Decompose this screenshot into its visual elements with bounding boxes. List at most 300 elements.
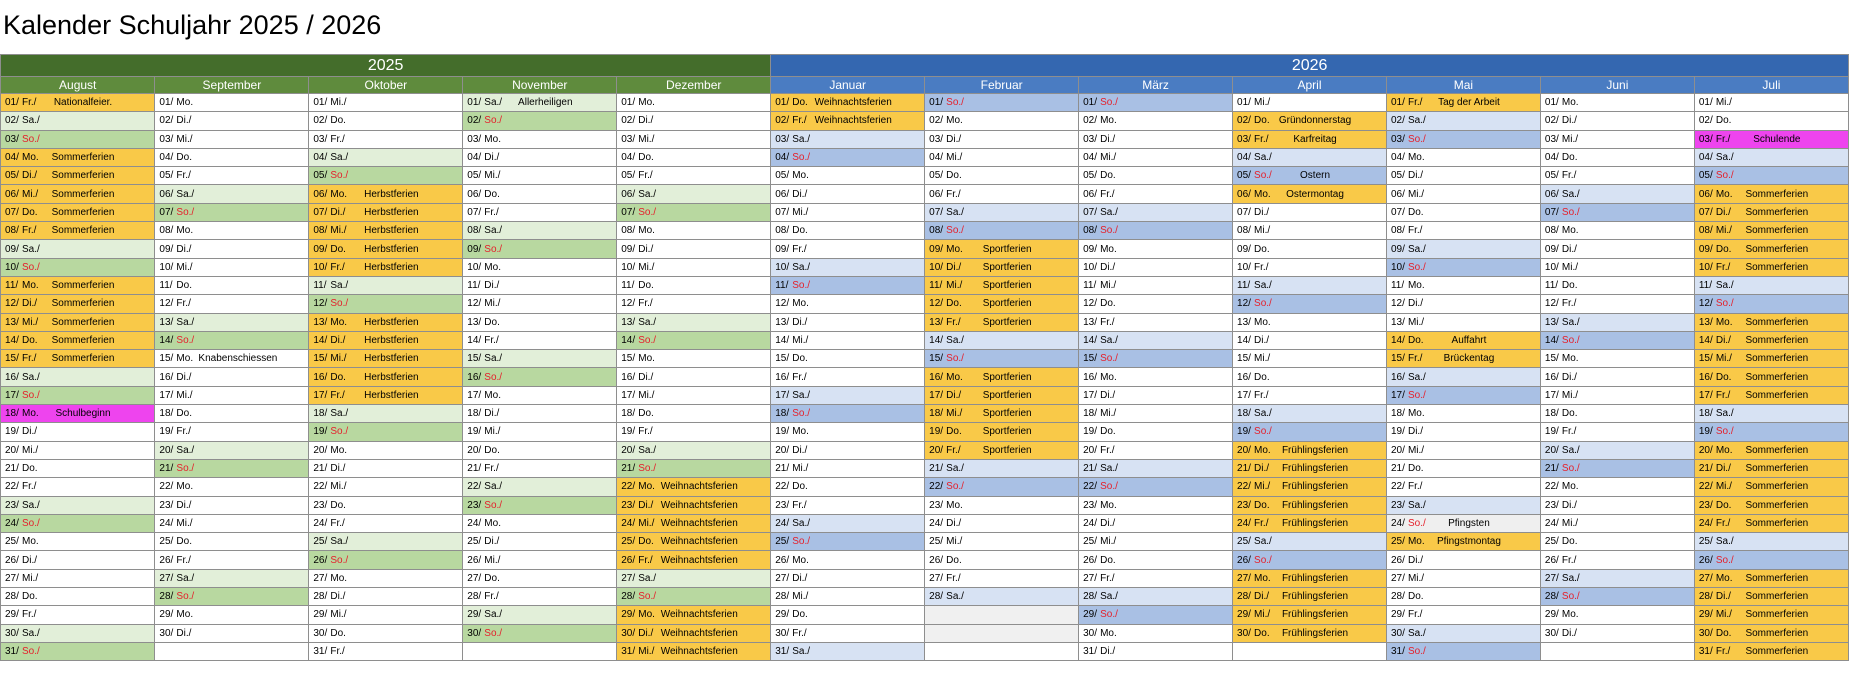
day-cell [1233,276,1387,294]
weekday-label: Mi./ [330,353,347,365]
day-cell [925,94,1079,112]
holiday-label: Sommerferien [51,280,115,292]
day-number: 13/ [1698,316,1713,328]
day-number: 11/ [159,280,173,292]
weekday-label: Mo. [1407,408,1425,420]
weekday-label: So./ [1715,426,1734,438]
day-number: 01/ [1083,97,1097,109]
day-cell [1694,514,1848,532]
day-cell [925,496,1079,514]
weekday-label: Mo. [1254,572,1271,584]
day-cell [771,295,925,313]
weekday-label: Mi./ [1715,353,1732,365]
day-number: 17/ [5,389,19,401]
month-header: Mai [1386,77,1540,94]
day-number: 10/ [1083,261,1097,273]
day-number: 12/ [775,298,790,310]
day-cell [463,94,617,112]
weekday-label: Fr./ [176,298,191,310]
weekday-label: Sa./ [330,280,349,292]
day-cell [617,386,771,404]
weekday-label: Sa./ [176,188,195,200]
day-cell [309,551,463,569]
day-number: 01/ [1544,97,1559,109]
weekday-label: Mi./ [484,426,501,438]
day-number: 24/ [1237,517,1251,529]
weekday-label: Fr./ [22,609,37,621]
day-number: 13/ [5,316,19,328]
day-number: 08/ [1390,225,1405,237]
day-cell [1540,185,1694,203]
day-cell [1233,606,1387,624]
day-number: 16/ [313,371,328,383]
day-cell [1233,368,1387,386]
day-number: 25/ [1237,536,1251,548]
day-cell [1540,405,1694,423]
weekday-label: Fr./ [792,371,807,383]
day-cell [1540,624,1694,642]
day-cell [463,588,617,606]
day-number: 23/ [1698,499,1713,511]
weekday-label: Mo. [484,133,501,145]
weekday-label: Di./ [638,371,654,383]
day-row [1,386,1849,404]
weekday-label: Do. [176,408,192,420]
day-cell [1694,478,1848,496]
day-cell [1694,496,1848,514]
weekday-label: So./ [330,426,349,438]
holiday-label: Sportferien [982,408,1032,420]
weekday-label: So./ [22,261,40,273]
weekday-label: Sa./ [1100,335,1118,346]
holiday-label: Weihnachtsferien [814,97,892,109]
weekday-label: Do. [22,206,38,218]
weekday-label: Mi./ [1254,353,1271,365]
day-number: 24/ [775,517,790,529]
weekday-label: Do. [330,499,346,511]
day-number: 04/ [313,152,328,164]
day-number: 29/ [1083,609,1097,621]
weekday-label: Do. [484,444,500,456]
day-row [1,295,1849,313]
holiday-label: Sommerferien [1745,591,1809,603]
day-number: 21/ [929,463,944,475]
weekday-label: Do. [330,243,346,255]
day-number: 11/ [621,280,635,292]
day-cell [155,606,309,624]
holiday-label: Ostern [1300,170,1331,182]
day-row [1,551,1849,569]
day-cell [1,313,155,331]
holiday-label: Sommerferien [51,298,115,310]
day-cell [1233,386,1387,404]
weekday-label: Di./ [638,243,654,255]
weekday-label: Fr./ [792,115,807,127]
day-number: 20/ [1544,444,1559,456]
day-number: 27/ [467,572,482,584]
day-cell [1694,588,1848,606]
day-number: 26/ [5,554,19,566]
weekday-label: So./ [176,463,195,475]
holiday-label: Herbstferien [364,335,419,346]
day-cell [309,478,463,496]
day-cell [617,222,771,240]
day-cell [925,441,1079,459]
holiday-label: Brückentag [1443,353,1495,365]
weekday-label: Mi./ [792,206,809,218]
weekday-label: Fr./ [1715,517,1731,529]
day-cell [1233,551,1387,569]
day-number: 02/ [775,115,790,127]
weekday-label: Fr./ [484,206,499,218]
weekday-label: So./ [792,536,811,548]
day-cell [1386,167,1540,185]
holiday-label: Nationalfeier. [53,97,113,109]
day-cell [1079,203,1233,221]
day-cell [463,624,617,642]
day-cell [1540,167,1694,185]
day-number: 11/ [775,280,789,292]
weekday-label: Do. [1407,463,1424,475]
weekday-label: So./ [484,499,503,511]
weekday-label: Mo. [1100,243,1117,255]
day-cell [309,203,463,221]
day-number: 13/ [621,316,636,328]
weekday-label: Mi./ [792,463,809,475]
day-cell [925,368,1079,386]
page-title: Kalender Schuljahr 2025 / 2026 [3,10,382,40]
day-number: 17/ [1544,389,1559,401]
holiday-label: Weihnachtsferien [660,517,738,529]
weekday-label: Sa./ [22,243,40,255]
day-number: 09/ [775,243,790,255]
day-cell [1386,386,1540,404]
day-cell [463,551,617,569]
day-cell [617,405,771,423]
day-cell [925,148,1079,166]
day-number: 31/ [775,646,790,658]
weekday-label: Mo. [1100,627,1117,639]
day-number: 10/ [5,261,19,273]
day-number: 14/ [313,335,328,346]
day-cell [463,258,617,276]
empty-day-cell [155,642,309,660]
weekday-label: Sa./ [792,646,811,658]
day-cell [1540,240,1694,258]
weekday-label: Mi./ [1100,280,1117,292]
weekday-label: Mi./ [1407,316,1425,328]
day-cell [771,386,925,404]
day-cell [1694,423,1848,441]
weekday-label: Mo. [22,152,39,164]
day-number: 29/ [159,609,174,621]
day-number: 30/ [775,627,790,639]
day-number: 27/ [929,572,944,584]
day-number: 15/ [929,353,944,365]
day-row [1,533,1849,551]
day-cell [1694,222,1848,240]
day-number: 02/ [467,115,482,127]
day-cell [309,148,463,166]
holiday-label: Herbstferien [364,188,419,200]
day-cell [463,350,617,368]
weekday-label: Mi./ [1715,97,1732,109]
day-cell [1079,514,1233,532]
weekday-label: Fr./ [1561,554,1577,566]
weekday-label: Mo. [1715,316,1733,328]
weekday-label: Mo. [1715,444,1733,456]
month-header: April [1233,77,1387,94]
day-row [1,496,1849,514]
holiday-label: Herbstferien [364,261,419,273]
day-number: 11/ [1237,280,1251,292]
day-cell [1386,331,1540,349]
day-cell [1233,588,1387,606]
day-number: 09/ [1237,243,1251,255]
day-cell [1694,368,1848,386]
day-cell [925,130,1079,148]
day-row [1,569,1849,587]
weekday-label: Mo. [330,572,348,584]
day-number: 12/ [1390,298,1405,310]
weekday-label: So./ [1100,353,1118,365]
day-number: 12/ [621,298,636,310]
day-row [1,350,1849,368]
day-cell [925,112,1079,130]
day-number: 27/ [313,572,328,584]
weekday-label: Sa./ [1100,463,1118,475]
day-cell [1,514,155,532]
day-number: 21/ [5,463,19,475]
day-number: 30/ [5,627,19,639]
weekday-label: Sa./ [22,499,40,511]
day-cell [1386,295,1540,313]
day-cell [1233,405,1387,423]
day-row [1,258,1849,276]
weekday-label: Fr./ [22,353,37,365]
holiday-label: Herbstferien [364,243,419,255]
day-cell [1079,295,1233,313]
weekday-label: Mo. [1254,188,1271,200]
day-number: 25/ [1083,536,1097,548]
weekday-label: Di./ [792,444,808,456]
weekday-label: Mo. [176,481,194,493]
weekday-label: So./ [1407,646,1426,658]
day-number: 03/ [1698,133,1713,145]
day-number: 21/ [159,463,174,475]
day-number: 05/ [5,170,19,182]
day-number: 03/ [775,133,790,145]
day-cell [771,240,925,258]
day-cell [771,167,925,185]
day-cell [1,148,155,166]
day-number: 20/ [1237,444,1251,456]
weekday-label: So./ [22,389,40,401]
weekday-label: Di./ [1561,499,1577,511]
weekday-label: Di./ [176,115,192,127]
day-number: 18/ [775,408,790,420]
weekday-label: So./ [1561,463,1580,475]
day-cell [1694,112,1848,130]
weekday-label: Mo. [330,444,348,456]
weekday-label: Mo. [946,243,963,255]
day-cell [1233,295,1387,313]
weekday-label: Di./ [1407,170,1423,182]
weekday-label: So./ [330,554,349,566]
day-number: 22/ [1237,481,1251,493]
day-cell [1694,240,1848,258]
day-cell [1233,258,1387,276]
day-cell [1079,258,1233,276]
day-cell [1233,167,1387,185]
day-cell [1386,240,1540,258]
day-number: 07/ [1390,206,1405,218]
day-cell [463,368,617,386]
day-number: 22/ [1390,481,1405,493]
weekday-label: Do. [22,335,38,346]
day-number: 05/ [1544,170,1559,182]
weekday-label: Mo. [1561,609,1579,621]
day-cell [1386,94,1540,112]
holiday-label: Sportferien [982,280,1032,292]
day-cell [617,185,771,203]
day-cell [1,185,155,203]
day-number: 05/ [775,170,790,182]
day-cell [617,588,771,606]
day-row [1,624,1849,642]
day-cell [1386,130,1540,148]
day-cell [925,185,1079,203]
day-number: 25/ [1544,536,1559,548]
holiday-label: Sommerferien [1745,517,1809,529]
day-cell [155,240,309,258]
holiday-label: Ostermontag [1286,188,1344,200]
day-cell [309,588,463,606]
day-number: 21/ [775,463,790,475]
day-number: 28/ [467,591,482,603]
weekday-label: Mi./ [1100,408,1117,420]
weekday-label: Mi./ [22,444,39,456]
day-number: 17/ [1237,389,1251,401]
day-number: 03/ [1083,133,1097,145]
weekday-label: Di./ [946,133,962,145]
day-number: 30/ [1544,627,1559,639]
day-number: 24/ [1390,517,1405,529]
day-number: 30/ [621,627,636,639]
day-cell [925,331,1079,349]
day-number: 18/ [1083,408,1097,420]
holiday-label: Weihnachtsferien [660,646,738,658]
weekday-label: Di./ [946,389,962,401]
day-cell [1233,350,1387,368]
weekday-label: Sa./ [1407,627,1426,639]
day-row [1,405,1849,423]
day-number: 15/ [5,353,19,365]
weekday-label: Sa./ [1407,243,1426,255]
day-number: 01/ [5,97,19,109]
day-number: 10/ [159,261,174,273]
weekday-label: Mo. [1561,353,1579,365]
day-cell [1386,423,1540,441]
day-cell [1,258,155,276]
weekday-label: Mo. [330,188,348,200]
day-cell [617,624,771,642]
day-cell [1540,258,1694,276]
day-number: 16/ [1390,371,1405,383]
day-cell [925,240,1079,258]
day-cell [617,240,771,258]
weekday-label: So./ [946,353,964,365]
weekday-label: Mi./ [22,188,39,200]
day-cell [155,478,309,496]
day-number: 14/ [621,335,636,346]
day-cell [925,350,1079,368]
day-cell [155,258,309,276]
day-cell [155,533,309,551]
day-number: 31/ [313,646,328,658]
day-number: 08/ [313,225,328,237]
day-cell [1079,642,1233,660]
day-cell [1079,148,1233,166]
holiday-label: Allerheiligen [518,97,573,109]
weekday-label: Sa./ [484,481,503,493]
day-cell [1,331,155,349]
weekday-label: Mi./ [1561,133,1579,145]
weekday-label: Fr./ [1407,97,1423,109]
day-row [1,423,1849,441]
weekday-label: Sa./ [1561,572,1580,584]
day-cell [925,295,1079,313]
day-cell [1694,148,1848,166]
day-cell [155,185,309,203]
day-row [1,588,1849,606]
weekday-label: Mi./ [638,517,655,529]
day-number: 08/ [1237,225,1251,237]
weekday-label: Mo. [1407,536,1425,548]
day-cell [1694,350,1848,368]
day-cell [1540,203,1694,221]
weekday-label: So./ [946,481,964,493]
day-cell [309,350,463,368]
day-cell [1694,185,1848,203]
holiday-label: Herbstferien [364,371,419,383]
holiday-label: Sommerferien [51,316,115,328]
weekday-label: Do. [484,188,500,200]
day-number: 16/ [621,371,636,383]
day-cell [617,203,771,221]
day-cell [155,222,309,240]
weekday-label: Sa./ [1407,371,1426,383]
day-cell [1233,240,1387,258]
day-number: 13/ [1390,316,1405,328]
holiday-label: Sommerferien [1745,572,1809,584]
holiday-label: Sommerferien [51,188,115,200]
weekday-label: Mi./ [330,97,347,109]
day-cell [771,441,925,459]
day-number: 24/ [5,517,19,529]
day-number: 29/ [5,609,19,621]
day-number: 27/ [1083,572,1097,584]
holiday-label: Sommerferien [51,225,115,237]
weekday-label: Fr./ [1407,481,1423,493]
day-number: 11/ [929,280,943,292]
day-number: 29/ [1237,609,1251,621]
weekday-label: Do. [792,481,808,493]
weekday-label: Mo. [484,389,501,401]
day-number: 07/ [159,206,174,218]
day-cell [463,203,617,221]
weekday-label: Mi./ [22,572,39,584]
